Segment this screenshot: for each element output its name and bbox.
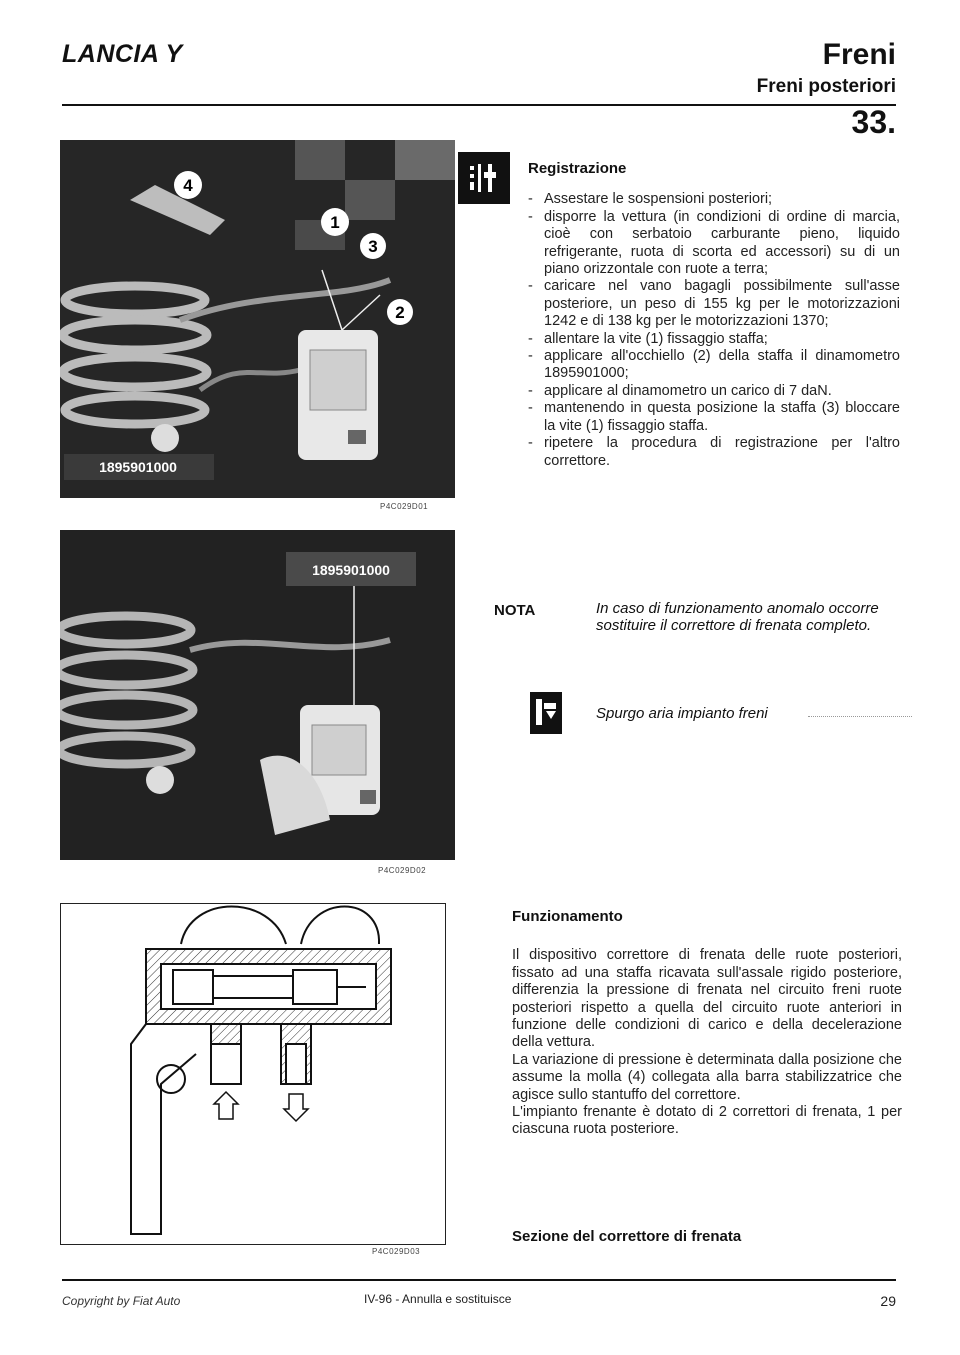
photo-dynamometer-reading <box>60 530 455 860</box>
tool-label: 1895901000 <box>312 562 390 578</box>
diagram-title: Sezione del correttore di frenata <box>512 1228 742 1245</box>
operation-section <box>512 908 902 1139</box>
chapter-number: 33. <box>851 104 896 140</box>
step-item: - caricare nel vano bagagli possibilmente sull'asse posteriore, un peso di 155 kg per le motorizzazioni 1242 e di 138 kg per le motorizzazioni 1370; <box>528 278 900 330</box>
subsection-title: Freni posteriori <box>756 76 896 97</box>
step-item: - Assestare le sospensioni posteriori; <box>528 191 900 208</box>
note-label: NOTA <box>494 602 536 619</box>
section-title: Freni <box>822 38 896 71</box>
adjustment-steps <box>528 191 900 470</box>
brake-bleed-reference[interactable]: Spurgo aria impianto freni <box>596 705 768 722</box>
operation-paragraph: L'impianto frenante è dotato di 2 correttori di frenata, 1 per ciascuna ruota posteriore. <box>512 1104 902 1138</box>
leader-dots <box>808 716 912 717</box>
photo-2-caption: P4C029D02 <box>378 866 427 875</box>
step-item: - applicare all'occhiello (2) della staffa il dinamometro 1895901000; <box>528 348 900 383</box>
step-item: - allentare la vite (1) fissaggio staffa; <box>528 331 900 348</box>
section-diagram <box>60 903 446 1245</box>
page-number: 29 <box>880 1293 896 1309</box>
copyright: Copyright by Fiat Auto <box>62 1294 181 1308</box>
callout-1: 1 <box>330 213 340 232</box>
operation-paragraph: Il dispositivo correttore di frenata delle ruote posteriori, fissato ad una staffa ricavata sull'assale rigido posteriore, differenzia la pressione di frenata nel circuito freni ruote posteriori rispetto a quella del circuito ruote anteriori in funzione delle condizioni di carico e della decelerazione della vettura. <box>512 947 902 1051</box>
note-text: In caso di funzionamento anomalo occorre sostituire il correttore di frenata completo. <box>596 600 879 634</box>
step-item: - applicare al dinamometro un carico di 7 daN. <box>528 383 900 400</box>
revision-stamp: IV-96 - Annulla e sostituisce <box>364 1292 512 1306</box>
adjustment-section <box>528 160 900 470</box>
callout-4: 4 <box>183 176 193 195</box>
photo-1-caption: P4C029D01 <box>380 502 429 511</box>
brake-bleed-icon <box>530 692 562 734</box>
callout-2: 2 <box>395 303 405 322</box>
tool-label: 1895901000 <box>99 459 177 475</box>
diagram-caption: P4C029D03 <box>372 1247 421 1256</box>
adjustment-title: Registrazione <box>528 160 627 177</box>
step-item: - mantenendo in questa posizione la staffa (3) bloccare la vite (1) fissaggio staffa. <box>528 400 900 435</box>
callout-3: 3 <box>368 237 378 256</box>
step-item: - ripetere la procedura di registrazione per l'altro correttore. <box>528 435 900 470</box>
step-item: - disporre la vettura (in condizioni di ordine di marcia, cioè con serbatoio carburante pieno, liquido refrigerante, ruota di scorta ed accessori) su di un piano orizzontale con ruote a terra; <box>528 209 900 279</box>
operation-title: Funzionamento <box>512 908 623 925</box>
adjustment-icon <box>458 152 510 204</box>
operation-paragraph: La variazione di pressione è determinata dalla posizione che assume la molla (4) collegata alla barra stabilizzatrice che agisce sullo stantuffo del correttore. <box>512 1051 902 1103</box>
header-rule <box>62 104 896 106</box>
brand-title: LANCIA Y <box>62 40 183 68</box>
photo-dynamometer-setup <box>60 140 455 498</box>
footer-rule <box>62 1279 896 1281</box>
